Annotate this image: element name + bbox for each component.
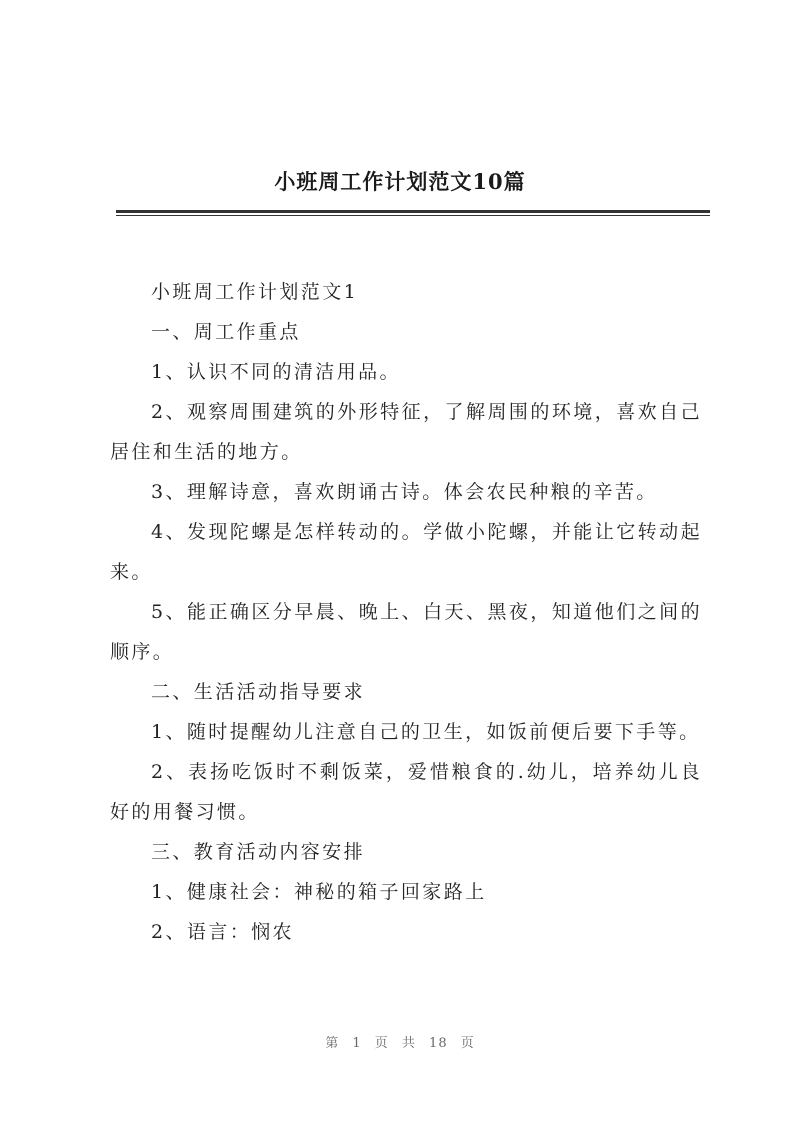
list-item: 1、认识不同的清洁用品。 — [151, 361, 401, 383]
document-title: 小班周工作计划范文10篇 — [274, 169, 526, 194]
list-item: 4、发现陀螺是怎样转动的。学做小陀螺，并能让它转动起来。 — [110, 521, 702, 583]
subsection-heading: 二、生活活动指导要求 — [151, 681, 366, 703]
list-item: 3、理解诗意，喜欢朗诵古诗。体会农民种粮的辛苦。 — [151, 481, 658, 503]
document-body — [110, 272, 702, 952]
list-item: 2、表扬吃饭时不剩饭菜，爱惜粮食的.幼儿，培养幼儿良好的用餐习惯。 — [110, 761, 702, 823]
list-item: 1、随时提醒幼儿注意自己的卫生，如饭前便后要下手等。 — [151, 721, 701, 743]
list-item: 5、能正确区分早晨、晚上、白天、黑夜，知道他们之间的顺序。 — [110, 601, 702, 663]
section-heading: 小班周工作计划范文1 — [151, 281, 359, 303]
title-divider-thick — [116, 210, 710, 213]
list-item: 2、观察周围建筑的外形特征，了解周围的环境，喜欢自己居住和生活的地方。 — [110, 401, 702, 463]
subsection-heading: 三、教育活动内容安排 — [151, 841, 366, 863]
subsection-heading: 一、周工作重点 — [151, 321, 301, 343]
list-item: 1、健康社会：神秘的箱子回家路上 — [151, 881, 487, 903]
page-number-footer: 第 1 页 共 18 页 — [325, 1036, 475, 1051]
title-divider-thin — [116, 215, 710, 216]
list-item: 2、语言：悯农 — [151, 921, 294, 943]
